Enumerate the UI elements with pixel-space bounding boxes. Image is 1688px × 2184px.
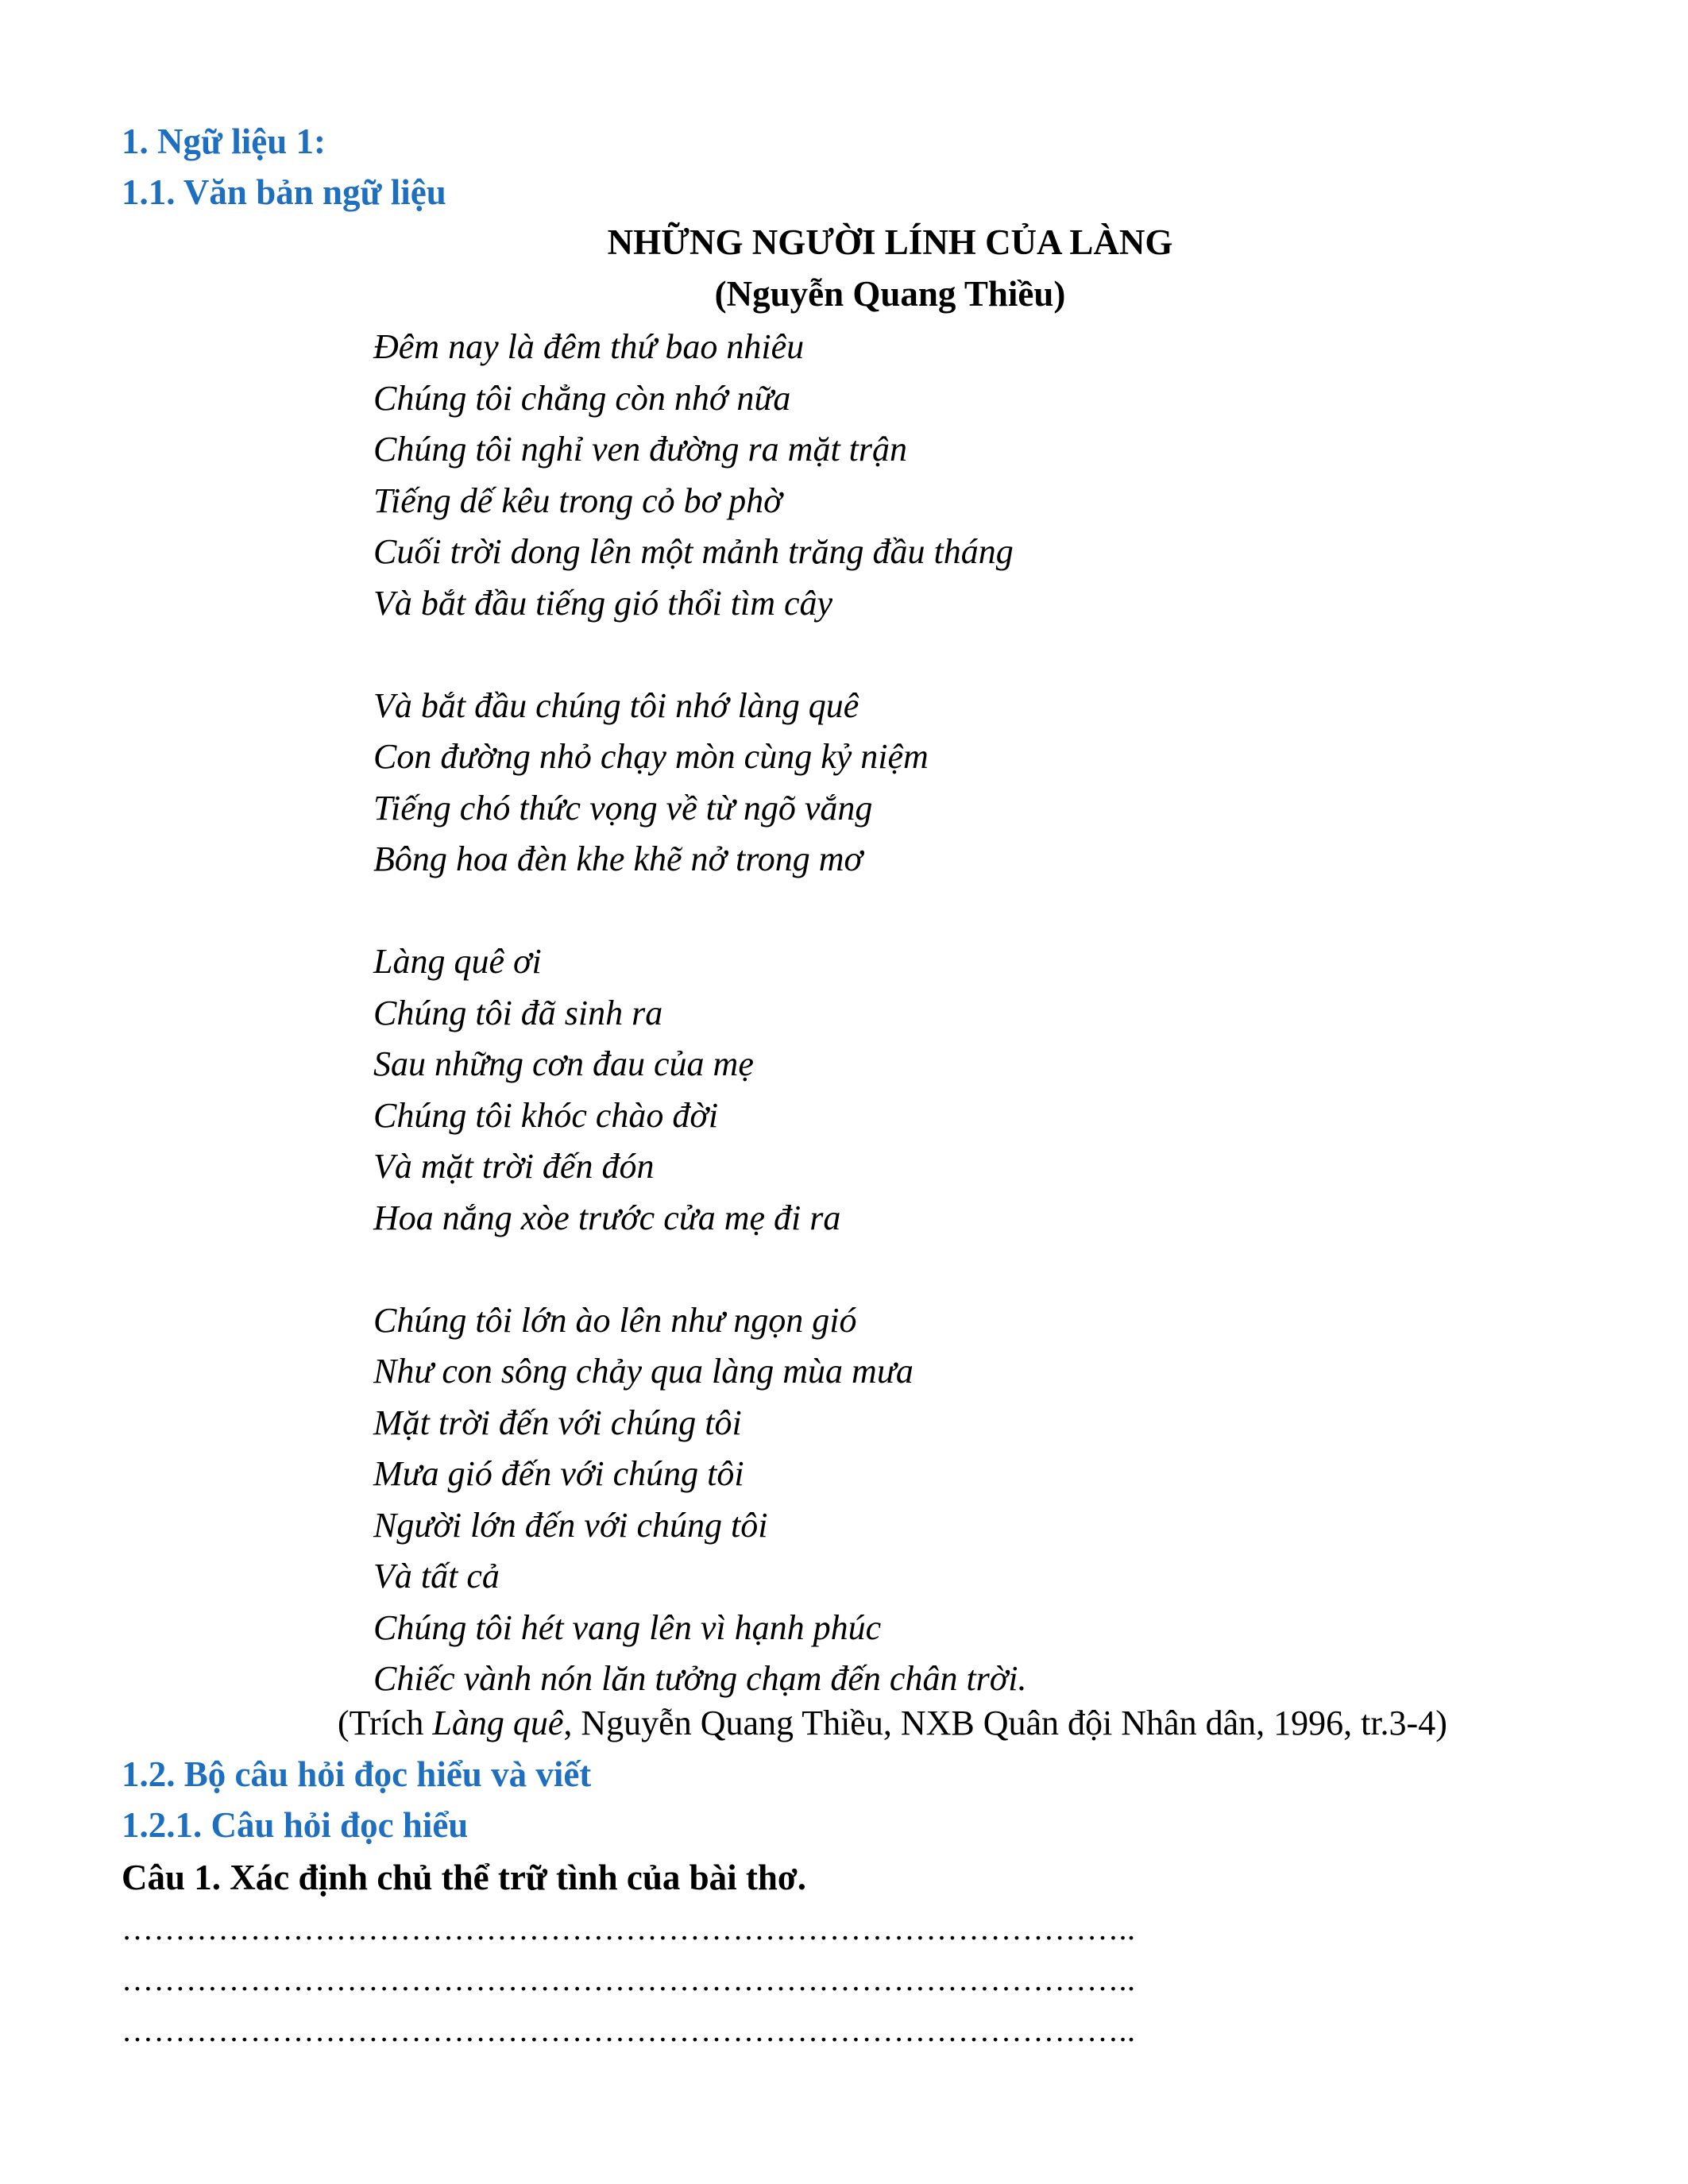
poem-line: Bông hoa đèn khe khẽ nở trong mơ: [373, 839, 863, 878]
poem-line: Cuối trời dong lên một mảnh trăng đầu tháng: [373, 532, 1014, 571]
poem-line: Tiếng chó thức vọng về từ ngõ vắng: [373, 788, 873, 828]
section-subheading-1-2-1: 1.2.1. Câu hỏi đọc hiểu: [122, 1805, 469, 1845]
poem-line: Và bắt đầu tiếng gió thổi tìm cây: [373, 583, 833, 623]
question-1: Câu 1. Xác định chủ thể trữ tình của bài thơ.: [122, 1858, 807, 1897]
poem-line: Làng quê ơi: [373, 942, 542, 981]
poem-title: NHỮNG NGƯỜI LÍNH CỦA LÀNG: [607, 222, 1173, 262]
poem-line: Hoa nắng xòe trước cửa mẹ đi ra: [373, 1198, 841, 1237]
answer-line[interactable]: …………………………………………………………………………………..: [122, 2012, 1136, 2048]
poem-body: [373, 322, 1027, 1705]
poem-line: Sau những cơn đau của mẹ: [373, 1044, 754, 1083]
poem-line: Và bắt đầu chúng tôi nhớ làng quê: [373, 685, 859, 725]
poem-line: Chúng tôi hét vang lên vì hạnh phúc: [373, 1607, 882, 1647]
poem-line: Mưa gió đến với chúng tôi: [373, 1454, 744, 1493]
poem-author: (Nguyễn Quang Thiều): [714, 274, 1066, 314]
poem-stanza-1: [373, 322, 1027, 629]
source-suffix: , Nguyễn Quang Thiều, NXB Quân đội Nhân dân, 1996, tr.3-4): [563, 1704, 1447, 1742]
poem-line: Và tất cả: [373, 1557, 500, 1596]
poem-line: Và mặt trời đến đón: [373, 1147, 655, 1186]
poem-source-citation: [338, 1700, 1447, 1747]
poem-line: Chúng tôi nghỉ ven đường ra mặt trận: [373, 430, 908, 469]
poem-line: Chúng tôi chẳng còn nhớ nữa: [373, 378, 791, 418]
source-book-title: Làng quê: [432, 1704, 564, 1742]
poem-stanza-3: [373, 936, 1027, 1244]
poem-line: Con đường nhỏ chạy mòn cùng kỷ niệm: [373, 737, 929, 776]
poem-stanza-4: [373, 1295, 1027, 1705]
section-heading-1: 1. Ngữ liệu 1:: [122, 122, 326, 161]
poem-line: Chúng tôi đã sinh ra: [373, 993, 663, 1032]
poem-line: Chiếc vành nón lăn tưởng chạm đến chân trời.: [373, 1659, 1027, 1698]
poem-line: Người lớn đến với chúng tôi: [373, 1505, 768, 1545]
poem-line: Chúng tôi lớn ào lên như ngọn gió: [373, 1300, 857, 1340]
answer-line[interactable]: …………………………………………………………………………………..: [122, 1911, 1136, 1947]
poem-line: Như con sông chảy qua làng mùa mưa: [373, 1352, 914, 1391]
answer-line[interactable]: …………………………………………………………………………………..: [122, 1962, 1136, 1997]
poem-line: Tiếng dế kêu trong cỏ bơ phờ: [373, 480, 782, 520]
poem-line: Chúng tôi khóc chào đời: [373, 1095, 719, 1135]
section-heading-1-2: 1.2. Bộ câu hỏi đọc hiểu và viết: [122, 1754, 592, 1794]
poem-line: Đêm nay là đêm thứ bao nhiêu: [373, 327, 805, 366]
section-subheading-1-1: 1.1. Văn bản ngữ liệu: [122, 172, 446, 212]
source-prefix: (Trích: [338, 1704, 433, 1742]
poem-line: Mặt trời đến với chúng tôi: [373, 1403, 742, 1442]
poem-stanza-2: [373, 681, 1027, 886]
